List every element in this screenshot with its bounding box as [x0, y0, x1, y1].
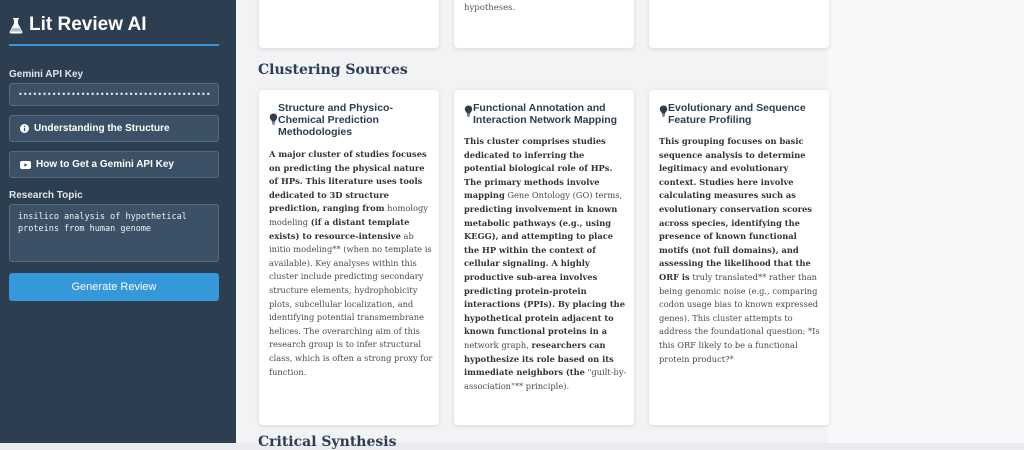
info-circle-icon — [20, 124, 29, 133]
generate-review-button[interactable]: Generate Review — [9, 273, 219, 301]
research-topic-input[interactable]: insilico analysis of hypothetical proteins from human genome — [9, 204, 219, 262]
main-content — [236, 0, 1024, 450]
app-title-text: Lit Review AI — [29, 14, 147, 35]
cluster-card-structure — [259, 90, 439, 425]
title-divider — [9, 44, 219, 46]
cluster-card-evolutionary-body: This grouping focuses on basic sequence analysis to determine legitimacy and evolutionary context. Studies here involve calculating measures such as evolutionary conservation scores across species, identifying the presence of known functional motifs (not full domains), and assessing the likelihood that the ORF is truly translated** rather than being genomic noise (e.g., comparing codon usage bias to known expressed genes). This cluster attempts to address the foundational question: *Is this ORF likely to be a functional protein product?* — [659, 136, 820, 364]
previous-card-2-text: hypotheses. — [464, 3, 516, 13]
cluster-card-structure-title: Structure and Physico- Chemical Prediction Methodologies — [278, 102, 393, 138]
sidebar — [0, 0, 236, 443]
critical-synthesis-heading: Critical Synthesis — [258, 434, 397, 450]
previous-card-3 — [649, 0, 829, 48]
right-background — [828, 0, 1024, 443]
understanding-structure-label: Understanding the Structure — [34, 123, 170, 134]
clustering-sources-heading: Clustering Sources — [258, 62, 408, 78]
previous-card-1-text — [269, 0, 411, 2]
flask-icon — [9, 17, 23, 34]
understanding-structure-button[interactable] — [9, 115, 219, 142]
api-key-input[interactable]: •••••••••••••••••••••••••••••••••••••••• — [9, 83, 219, 106]
cluster-card-functional — [454, 90, 634, 425]
research-topic-label: Research Topic — [9, 190, 83, 201]
cluster-card-evolutionary-title: Evolutionary and Sequence Feature Profiling — [668, 102, 806, 126]
get-api-key-button[interactable] — [9, 151, 219, 178]
cluster-card-evolutionary — [649, 90, 829, 425]
api-key-label: Gemini API Key — [9, 69, 84, 80]
cluster-card-structure-body: A major cluster of studies focuses on predicting the physical nature of HPs. This literature uses tools dedicated to 3D structure prediction, ranging from homology modeling (if a distant template exists) to resource-intensive ab initio modeling** (when no template is available). Key analyses within this cluster include predicting secondary structure elements, hydrophobicity plots, subcellular localization, and identifying potential transmembrane helices. The overarching aim of this research group is to infer structural class, which is often a strong proxy for function. — [269, 149, 433, 377]
previous-card-1 — [259, 0, 439, 48]
app-title — [9, 14, 147, 36]
cluster-card-functional-title: Functional Annotation and Interaction Network Mapping — [473, 102, 618, 126]
cluster-card-functional-body: This cluster comprises studies dedicated to inferring the potential biological role of HPs. The primary methods involve mapping Gene Ontology (GO) terms, predicting involvement in known metabolic pathways (e.g., using KEGG), and attempting to place the HP within the context of cellular signaling. A highly productive sub-area involves predicting protein-protein interactions (PPIs). By placing the hypothetical protein adjacent to known functional proteins in a network graph, researchers can hypothesize its role based on its immediate neighbors (the "guilt-by-association"** principle). — [464, 136, 627, 391]
previous-card-2 — [454, 0, 634, 48]
youtube-icon — [20, 161, 31, 169]
get-api-key-label: How to Get a Gemini API Key — [36, 159, 174, 170]
